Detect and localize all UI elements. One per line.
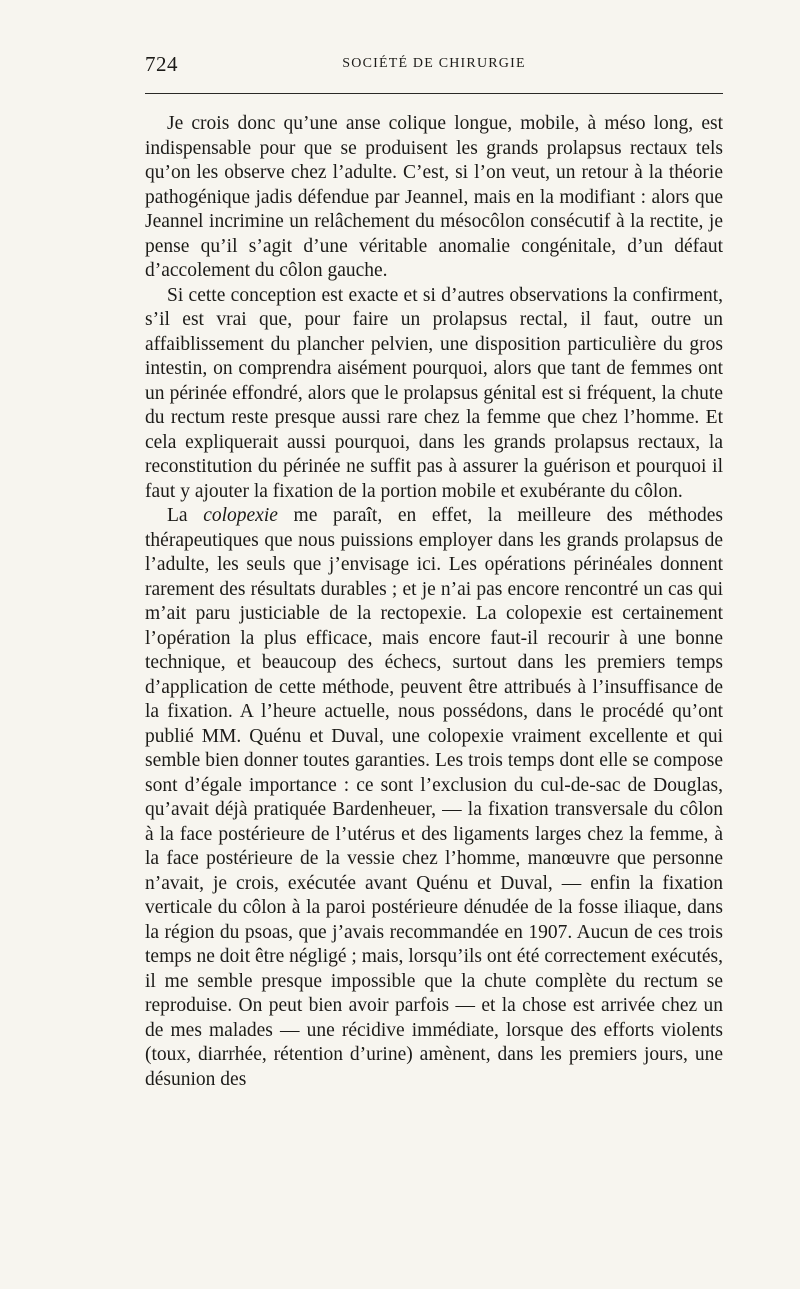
page-header bbox=[145, 50, 723, 78]
header-rule bbox=[145, 93, 723, 94]
paragraph-2: Si cette conception est exacte et si d’autres observations la confirment, s’il est vrai que, pour faire un prolapsus rectal, il faut, outre un affaiblissement du plancher pelvien, une disposition particulière du gros intestin, on comprendra aisément pourquoi, alors que tant de femmes ont un périnée effondré, alors que le prolapsus génital est si fréquent, la chute du rectum reste presque aussi rare chez la femme que chez l’homme. Et cela expliquerait aussi pourquoi, dans les grands prolapsus rectaux, la reconstitution du périnée ne suffit pas à assurer la guérison et pourquoi il faut y ajouter la fixation de la portion mobile et exubérante du côlon. bbox=[145, 284, 723, 502]
running-head: SOCIÉTÉ DE CHIRURGIE bbox=[342, 56, 526, 71]
italic-term-colopexie: colopexie bbox=[203, 505, 278, 526]
page-number: 724 bbox=[145, 52, 178, 76]
body-text bbox=[145, 112, 723, 1092]
paragraph-3-lead: La bbox=[167, 505, 204, 526]
paragraph-3 bbox=[145, 504, 723, 1092]
paragraph-3-text: me paraît, en effet, la meilleure des méthodes thérapeutiques que nous puissions employer dans les grands prolapsus de l’adulte, les seuls que j’envisage ici. Les opérations périnéales donnent rarement des résultats durables ; et je n’ai pas encore rencontré un cas qui m’ait paru justiciable de la rectopexie. La colopexie est certainement l’opération la plus efficace, mais encore faut-il recourir à une bonne technique, et beaucoup des échecs, surtout dans les premiers temps d’application de cette méthode, peuvent être attribués à l’insuffisance de la fixation. A l’heure actuelle, nous possédons, dans le procédé qu’ont publié MM. Quénu et Duval, une colopexie vraiment excellente et qui semble bien donner toutes garanties. Les trois temps dont elle se compose sont d’égale importance : ce sont l’exclusion du cul-de-sac de Douglas, qu’avait déjà pratiquée Bardenheuer, — la fixation transversale du côlon à la face postérieure de l’utérus et des ligaments larges chez la femme, à la face postérieure de la vessie chez l’homme, manœuvre que personne n’avait, je crois, exécutée avant Quénu et Duval, — enfin la fixation verticale du côlon à la paroi postérieure dénudée de la fosse iliaque, dans la région du psoas, que j’avais recommandée en 1907. Aucun de ces trois temps ne doit être négligé ; mais, lorsqu’ils ont été correctement exécutés, il me semble presque impossible que la chute complète du rectum se reproduise. On peut bien avoir parfois — et la chose est arrivée chez un de mes malades — une récidive immédiate, lorsque des efforts violents (toux, diarrhée, rétention d’urine) amènent, dans les premiers jours, une désunion des bbox=[145, 505, 723, 1090]
paragraph-1: Je crois donc qu’une anse colique longue, mobile, à méso long, est indispensable pour que se produisent les grands prolapsus rectaux tels qu’on les observe chez l’adulte. C’est, si l’on veut, un retour à la théorie pathogénique jadis défendue par Jeannel, mais en la modifiant : alors que Jeannel incrimine un relâchement du mésocôlon consécutif à la rectite, je pense qu’il s’agit d’une véritable anomalie congénitale, d’un défaut d’accolement du côlon gauche. bbox=[145, 113, 723, 281]
